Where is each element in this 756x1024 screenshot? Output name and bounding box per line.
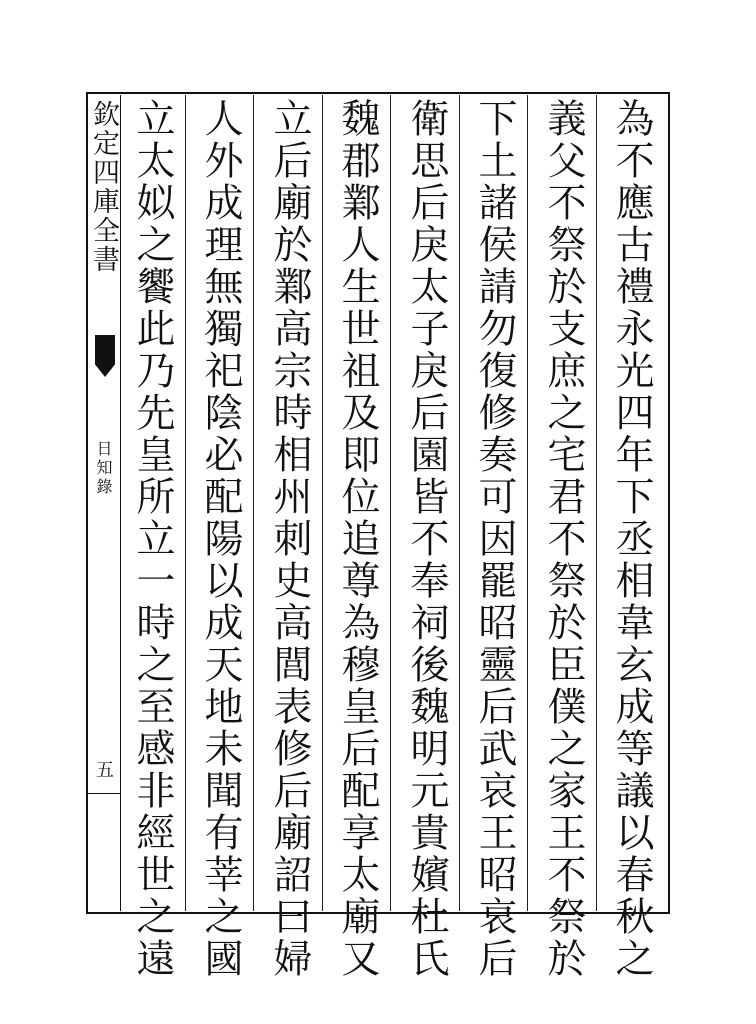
collection-title: 欽定四庫全書	[88, 100, 119, 274]
text-column-3: 下土諸侯請勿復修奏可因罷昭靈后武哀王昭哀后	[472, 98, 517, 980]
text-column-5: 魏郡鄴人生世祖及即位追尊為穆皇后配享太廟又	[335, 98, 380, 980]
text-column-6: 立后廟於鄴高宗時相州刺史高閭表修后廟詔曰婦	[267, 98, 312, 980]
column-rule	[322, 95, 323, 911]
column-rule	[596, 95, 597, 911]
folio-number: 五	[93, 760, 114, 778]
column-rule	[185, 95, 186, 911]
text-column-8: 立太姒之饗此乃先皇所立一時之至感非經世之遠	[130, 98, 175, 980]
column-rule	[253, 95, 254, 911]
column-rule	[527, 95, 528, 911]
column-rule	[459, 95, 460, 911]
folio-rule	[88, 793, 120, 794]
book-title: 日知錄	[94, 440, 113, 497]
text-column-4: 衛思后戾太子戾后園皆不奉祠後魏明元貴嬪杜氏	[404, 98, 449, 980]
text-column-2: 義父不祭於支庶之宅君不祭於臣僕之家王不祭於	[541, 98, 586, 980]
text-column-7: 人外成理無獨祀陰必配陽以成天地未聞有莘之國	[198, 98, 243, 980]
column-rule	[390, 95, 391, 911]
text-column-1: 為不應古禮永光四年下丞相韋玄成等議以春秋之	[609, 98, 654, 980]
